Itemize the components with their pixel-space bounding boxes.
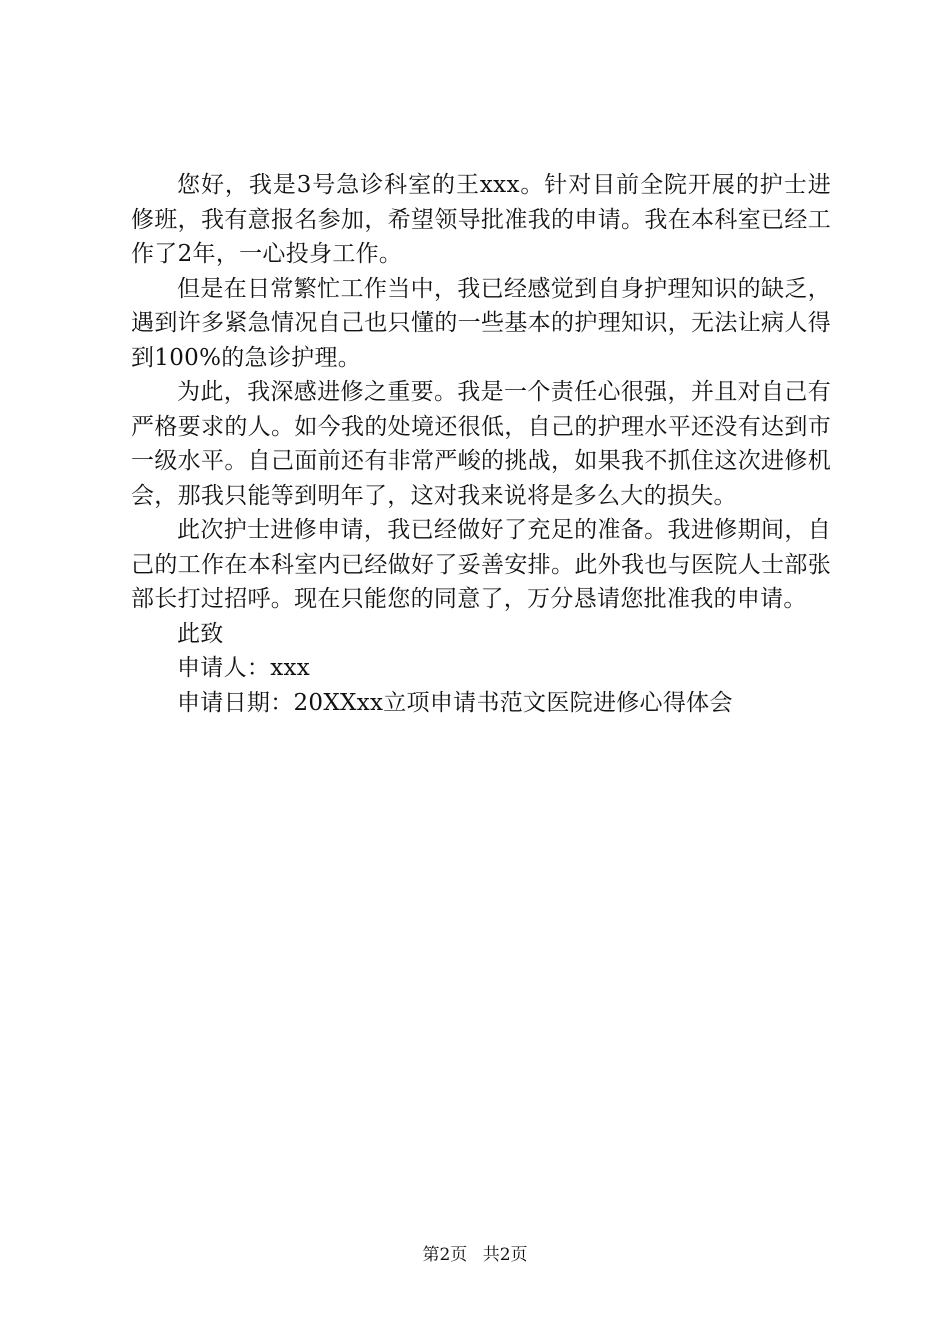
page-number: 第2页 (422, 1245, 468, 1265)
paragraph-3: 为此，我深感进修之重要。我是一个责任心很强，并且对自己有严格要求的人。如今我的处境还很低，自己的护理水平还没有达到市一级水平。自己面前还有非常严峻的挑战，如果我不抓住这次进修机会，那我只能等到明年了，这对我来说将是多么大的损失。 (131, 379, 831, 509)
paragraph-2: 但是在日常繁忙工作当中，我已经感觉到自身护理知识的缺乏，遇到许多紧急情况自己也只懂的一些基本的护理知识，无法让病人得到100%的急诊护理。 (131, 275, 831, 371)
paragraph-4: 此次护士进修申请，我已经做好了充足的准备。我进修期间，自己的工作在本科室内已经做好了妥善安排。此外我也与医院人士部张部长打过招呼。现在只能您的同意了，万分恳请您批准我的申请。 (131, 517, 831, 612)
letter-body (131, 168, 831, 720)
salutation: 此致 (177, 620, 224, 647)
page-footer (0, 1244, 950, 1266)
date-line: 申请日期：20XXxx立项申请书范文医院进修心得体会 (177, 689, 733, 716)
applicant-line: 申请人：xxx (177, 655, 311, 681)
page-total: 共2页 (482, 1245, 528, 1265)
paragraph-1: 您好，我是3号急诊科室的王xxx。针对目前全院开展的护士进修班，我有意报名参加，希望领导批准我的申请。我在本科室已经工作了2年，一心投身工作。 (131, 172, 831, 267)
